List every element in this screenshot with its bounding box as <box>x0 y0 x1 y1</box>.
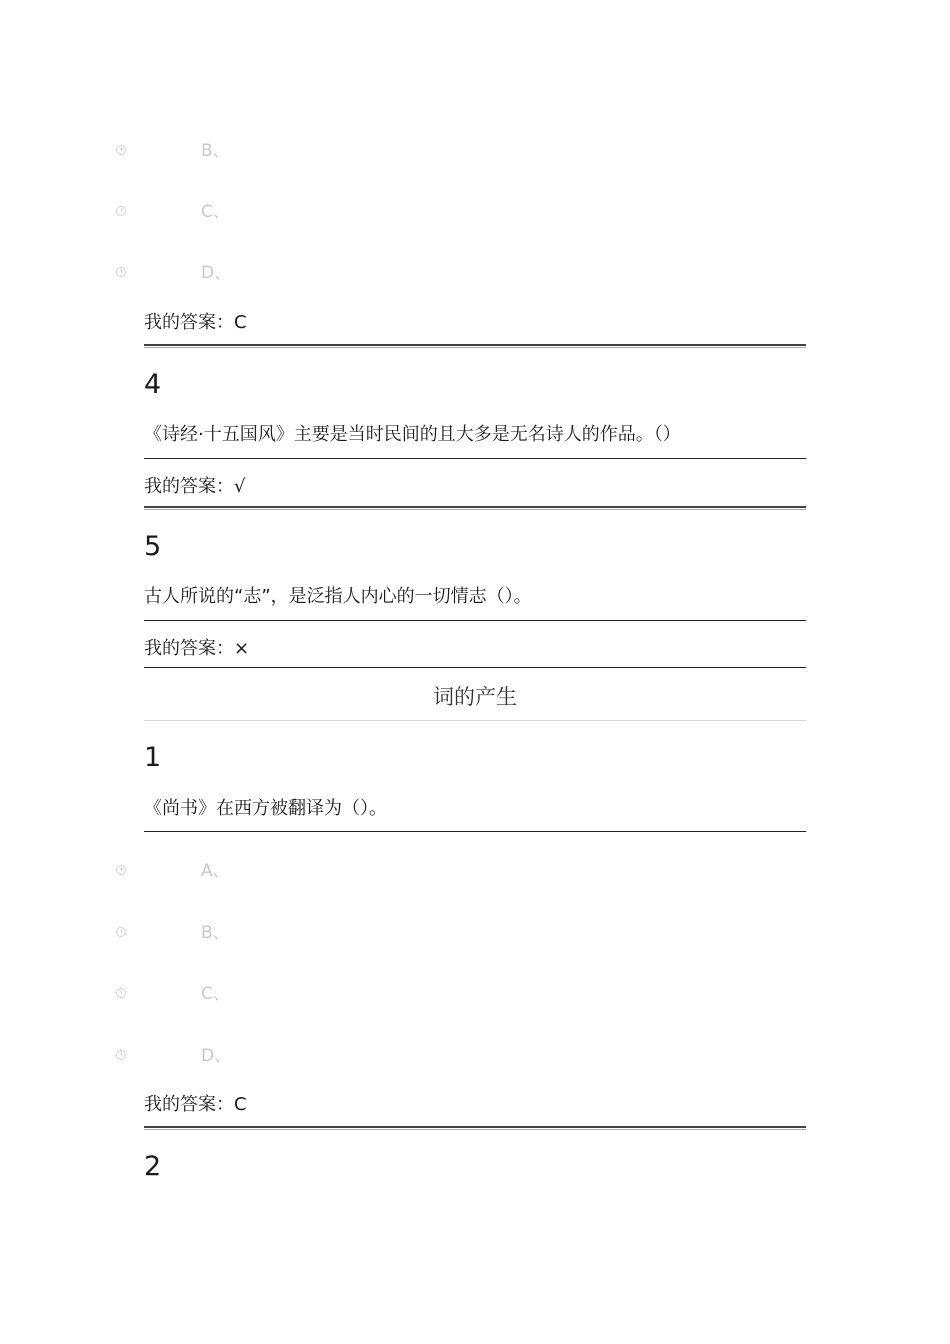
option-d[interactable] <box>0 261 950 285</box>
my-answer: 我的答案：C <box>144 312 247 333</box>
divider <box>144 506 806 510</box>
divider <box>144 458 806 459</box>
my-answer: 我的答案：√ <box>144 476 246 497</box>
option-label: D、 <box>201 1046 232 1066</box>
option-c[interactable] <box>0 200 950 224</box>
question-text: 古人所说的“志”，是泛指人内心的一切情志（）。 <box>144 586 532 607</box>
radio-icon[interactable] <box>116 267 126 277</box>
option-c[interactable] <box>0 982 950 1006</box>
question-text: 《尚书》在西方被翻译为（）。 <box>144 798 387 819</box>
option-b[interactable] <box>0 921 950 945</box>
divider <box>144 667 806 668</box>
question-number: 4 <box>144 369 162 400</box>
question-number: 2 <box>144 1151 162 1182</box>
question-text: 《诗经·十五国风》主要是当时民间的且大多是无名诗人的作品。（） <box>144 424 681 445</box>
option-label: D、 <box>201 263 232 283</box>
divider <box>144 1126 806 1130</box>
option-label: C、 <box>201 984 230 1004</box>
radio-icon[interactable] <box>116 927 126 937</box>
option-label: C、 <box>201 202 230 222</box>
option-label: B、 <box>201 923 230 943</box>
radio-icon[interactable] <box>116 145 126 155</box>
option-label: B、 <box>201 141 230 161</box>
option-a[interactable] <box>0 859 950 883</box>
divider <box>144 344 806 348</box>
option-b[interactable] <box>0 139 950 163</box>
option-label: A、 <box>201 861 230 881</box>
radio-icon[interactable] <box>116 1050 126 1060</box>
radio-icon[interactable] <box>116 988 126 998</box>
option-d[interactable] <box>0 1044 950 1068</box>
divider <box>144 720 806 721</box>
question-number: 1 <box>144 742 162 773</box>
my-answer: 我的答案：× <box>144 638 250 659</box>
my-answer: 我的答案：C <box>144 1094 247 1115</box>
divider <box>144 831 806 832</box>
divider <box>144 620 806 621</box>
question-number: 5 <box>144 531 162 562</box>
radio-icon[interactable] <box>116 206 126 216</box>
radio-icon[interactable] <box>116 865 126 875</box>
section-title: 词的产生 <box>433 685 517 709</box>
